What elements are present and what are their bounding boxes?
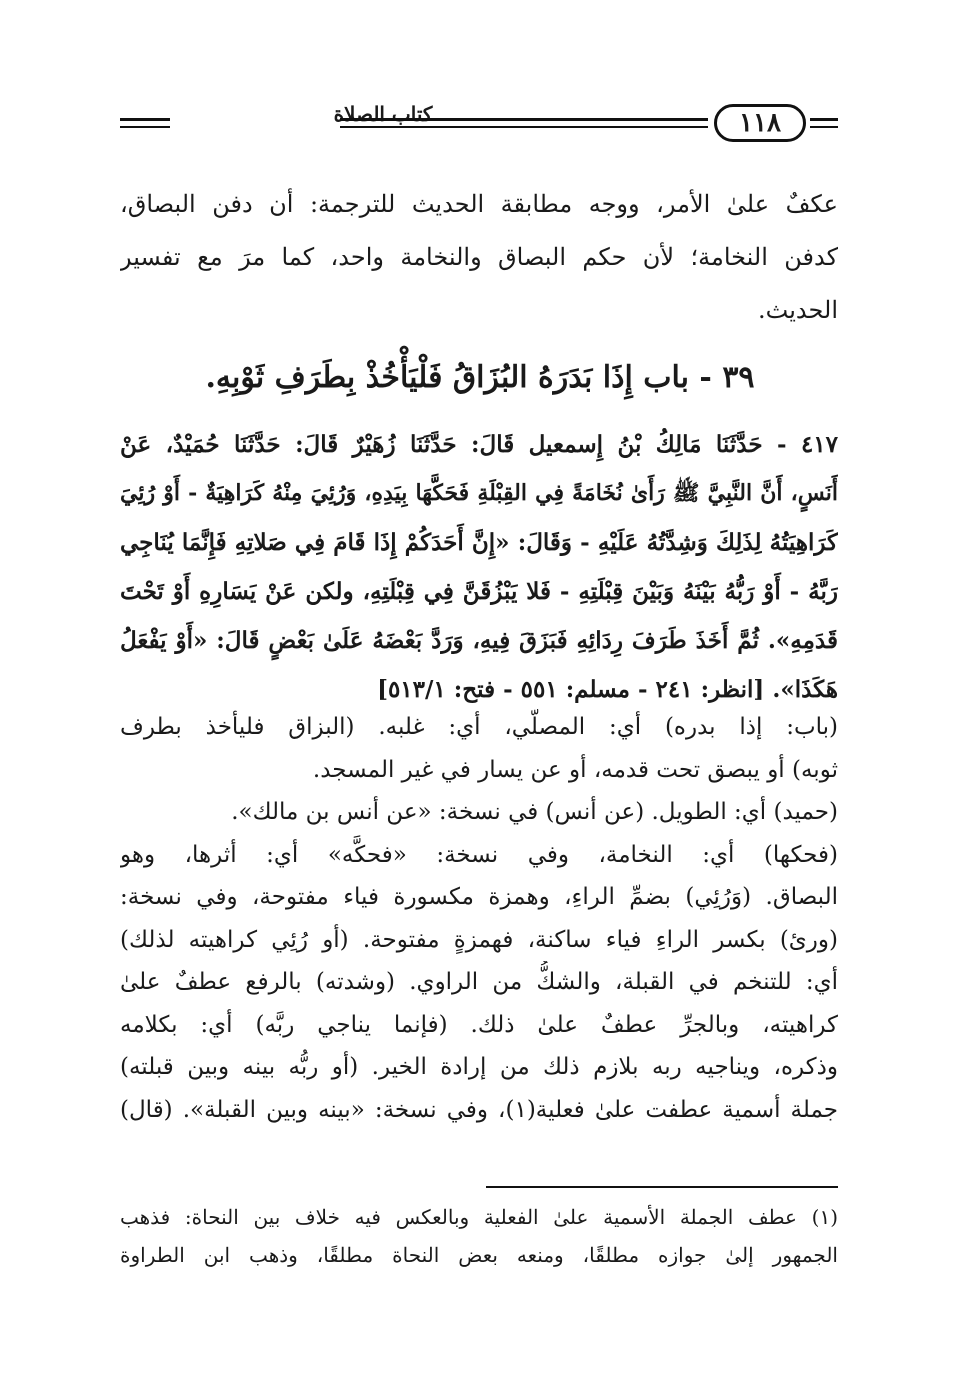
- commentary-line: وذكره، ويناجيه ربه بلازم ذلك من إرادة الخير. (أو ربُّه بينه وبين قبلته): [120, 1054, 838, 1080]
- hadith-line: قَدَمِهِ». ثُمَّ أَخَذَ طَرَفَ رِدَائِهِ فَبَزَقَ فِيهِ، وَرَدَّ بَعْضَهُ عَلَىٰ بَعْضٍ قَالَ: «أَوْ يَفْعَلُ: [120, 627, 838, 654]
- hadith-line: رَبَّهُ - أَوْ رَبُّهُ بَيْنَهُ وَبَيْنَ قِبْلَتِهِ - فَلا يَبْزُقَنَّ فِي قِبْلَتِهِ، ولكن عَنْ يَسَارِهِ أَوْ تَحْتَ: [120, 578, 838, 605]
- header-rule-middle-top: [340, 118, 708, 121]
- chapter-heading: ٣٩ - باب إِذَا بَدَرَهُ البُزَاقُ فَلْيَأْخُذْ بِطَرَفِ ثَوْبِهِ.: [205, 360, 755, 395]
- book-title: كتاب الصلاة: [333, 102, 433, 126]
- commentary-line: (فحكها) أي: النخامة، وفي نسخة: «فحكَّه» أي: أثرها، وهو: [120, 841, 838, 868]
- header-rule-left-top: [120, 118, 170, 121]
- header-rule-left-bottom: [120, 126, 170, 128]
- header-rule-middle-bottom: [340, 126, 708, 128]
- hadith-line: أَنَسٍ، أَنَّ النَّبِيَّ ﷺ رَأَىٰ نُخَامَةً فِي القِبْلَةِ فَحَكَّهَا بِيَدِهِ، وَرُئِيَ مِنْهُ كَرَاهِيَةٌ - أَوْ رُئِيَ: [120, 480, 838, 506]
- header-rule-right-bottom: [810, 126, 838, 128]
- footnotes: [120, 1198, 838, 1274]
- text-line: كدفن النخامة؛ لأن حكم البصاق والنخامة واحد، كما مرَ مع تفسير: [120, 243, 838, 271]
- intro-paragraph: [120, 178, 838, 337]
- commentary-line: البصاق. (وَرُئِي) بضمِّ الراءِ، وهمزة مكسورة فياء مفتوحة، وفي نسخة:: [120, 884, 838, 910]
- hadith-line: ٤١٧ - حَدَّثَنَا مَالِكُ بْنُ إِسمعيل قَالَ: حَدَّثَنَا زُهَيْرٌ قَالَ: حَدَّثَنَا حُمَيْدٌ، عَنْ: [120, 431, 838, 458]
- running-header: [120, 100, 838, 148]
- footnote-line: (١) عطف الجملة الأسمية علىٰ الفعلية وبالعكس فيه خلاف بين النحاة: فذهب: [120, 1205, 838, 1229]
- commentary-line: أي: للتنخم في القبلة، والشكُّ من الراوي. (وشدته) بالرفع عطفٌ علىٰ: [120, 969, 838, 995]
- hadith-line: كَرَاهِيَتُهُ لِذَلِكَ وَشِدَّتُهُ عَلَيْهِ - وَقَالَ: «إِنَّ أَحَدَكُمْ إِذَا قَامَ فِي صَلاتِهِ فَإِنَّمَا يُنَاجِي: [120, 529, 838, 556]
- commentary-line: (ورئ) بكسر الراءِ فياء ساكنة، فهمزةٍ مفتوحة. (أو رُئِي كراهيته لذلك): [120, 926, 838, 953]
- footnote-separator: [486, 1186, 838, 1188]
- footnote-line: الجمهور إلىٰ جوازه مطلقًا، ومنعه بعض النحاة مطلقًا، وذهب ابن الطراوة: [120, 1243, 838, 1267]
- commentary-line: (باب: إذا بدره) أي: المصلّي، أي: غلبه. (البزاق فليأخذ بطرف: [120, 714, 838, 740]
- hadith-line: هَكَذَا». [انظر: ٢٤١ - مسلم: ٥٥١ - فتح: ٥١٣/١]: [377, 676, 838, 703]
- commentary-line: ثوبه) أو يبصق تحت قدمه، أو عن يسار في غير المسجد.: [312, 756, 838, 783]
- header-rule-right-top: [810, 118, 838, 121]
- text-line: عكفٌ علىٰ الأمر، ووجه مطابقة الحديث للترجمة: أن دفن البصاق،: [120, 190, 838, 218]
- commentary-line: جملة أسمية عطفت علىٰ فعلية(١)، وفي نسخة: «بينه وبين القبلة». (قال): [120, 1096, 838, 1123]
- page-number: ١١٨: [714, 104, 806, 142]
- commentary: [120, 706, 838, 1131]
- hadith-text: [120, 420, 838, 714]
- text-line: الحديث.: [758, 296, 838, 324]
- commentary-line: كراهيته، وبالجرِّ عطفٌ علىٰ ذلك. (فإنما يناجي ربَّه) أي: بكلامه: [120, 1011, 838, 1038]
- commentary-line: (حميد) أي: الطويل. (عن أنس) في نسخة: «عن أنس بن مالك».: [231, 799, 838, 825]
